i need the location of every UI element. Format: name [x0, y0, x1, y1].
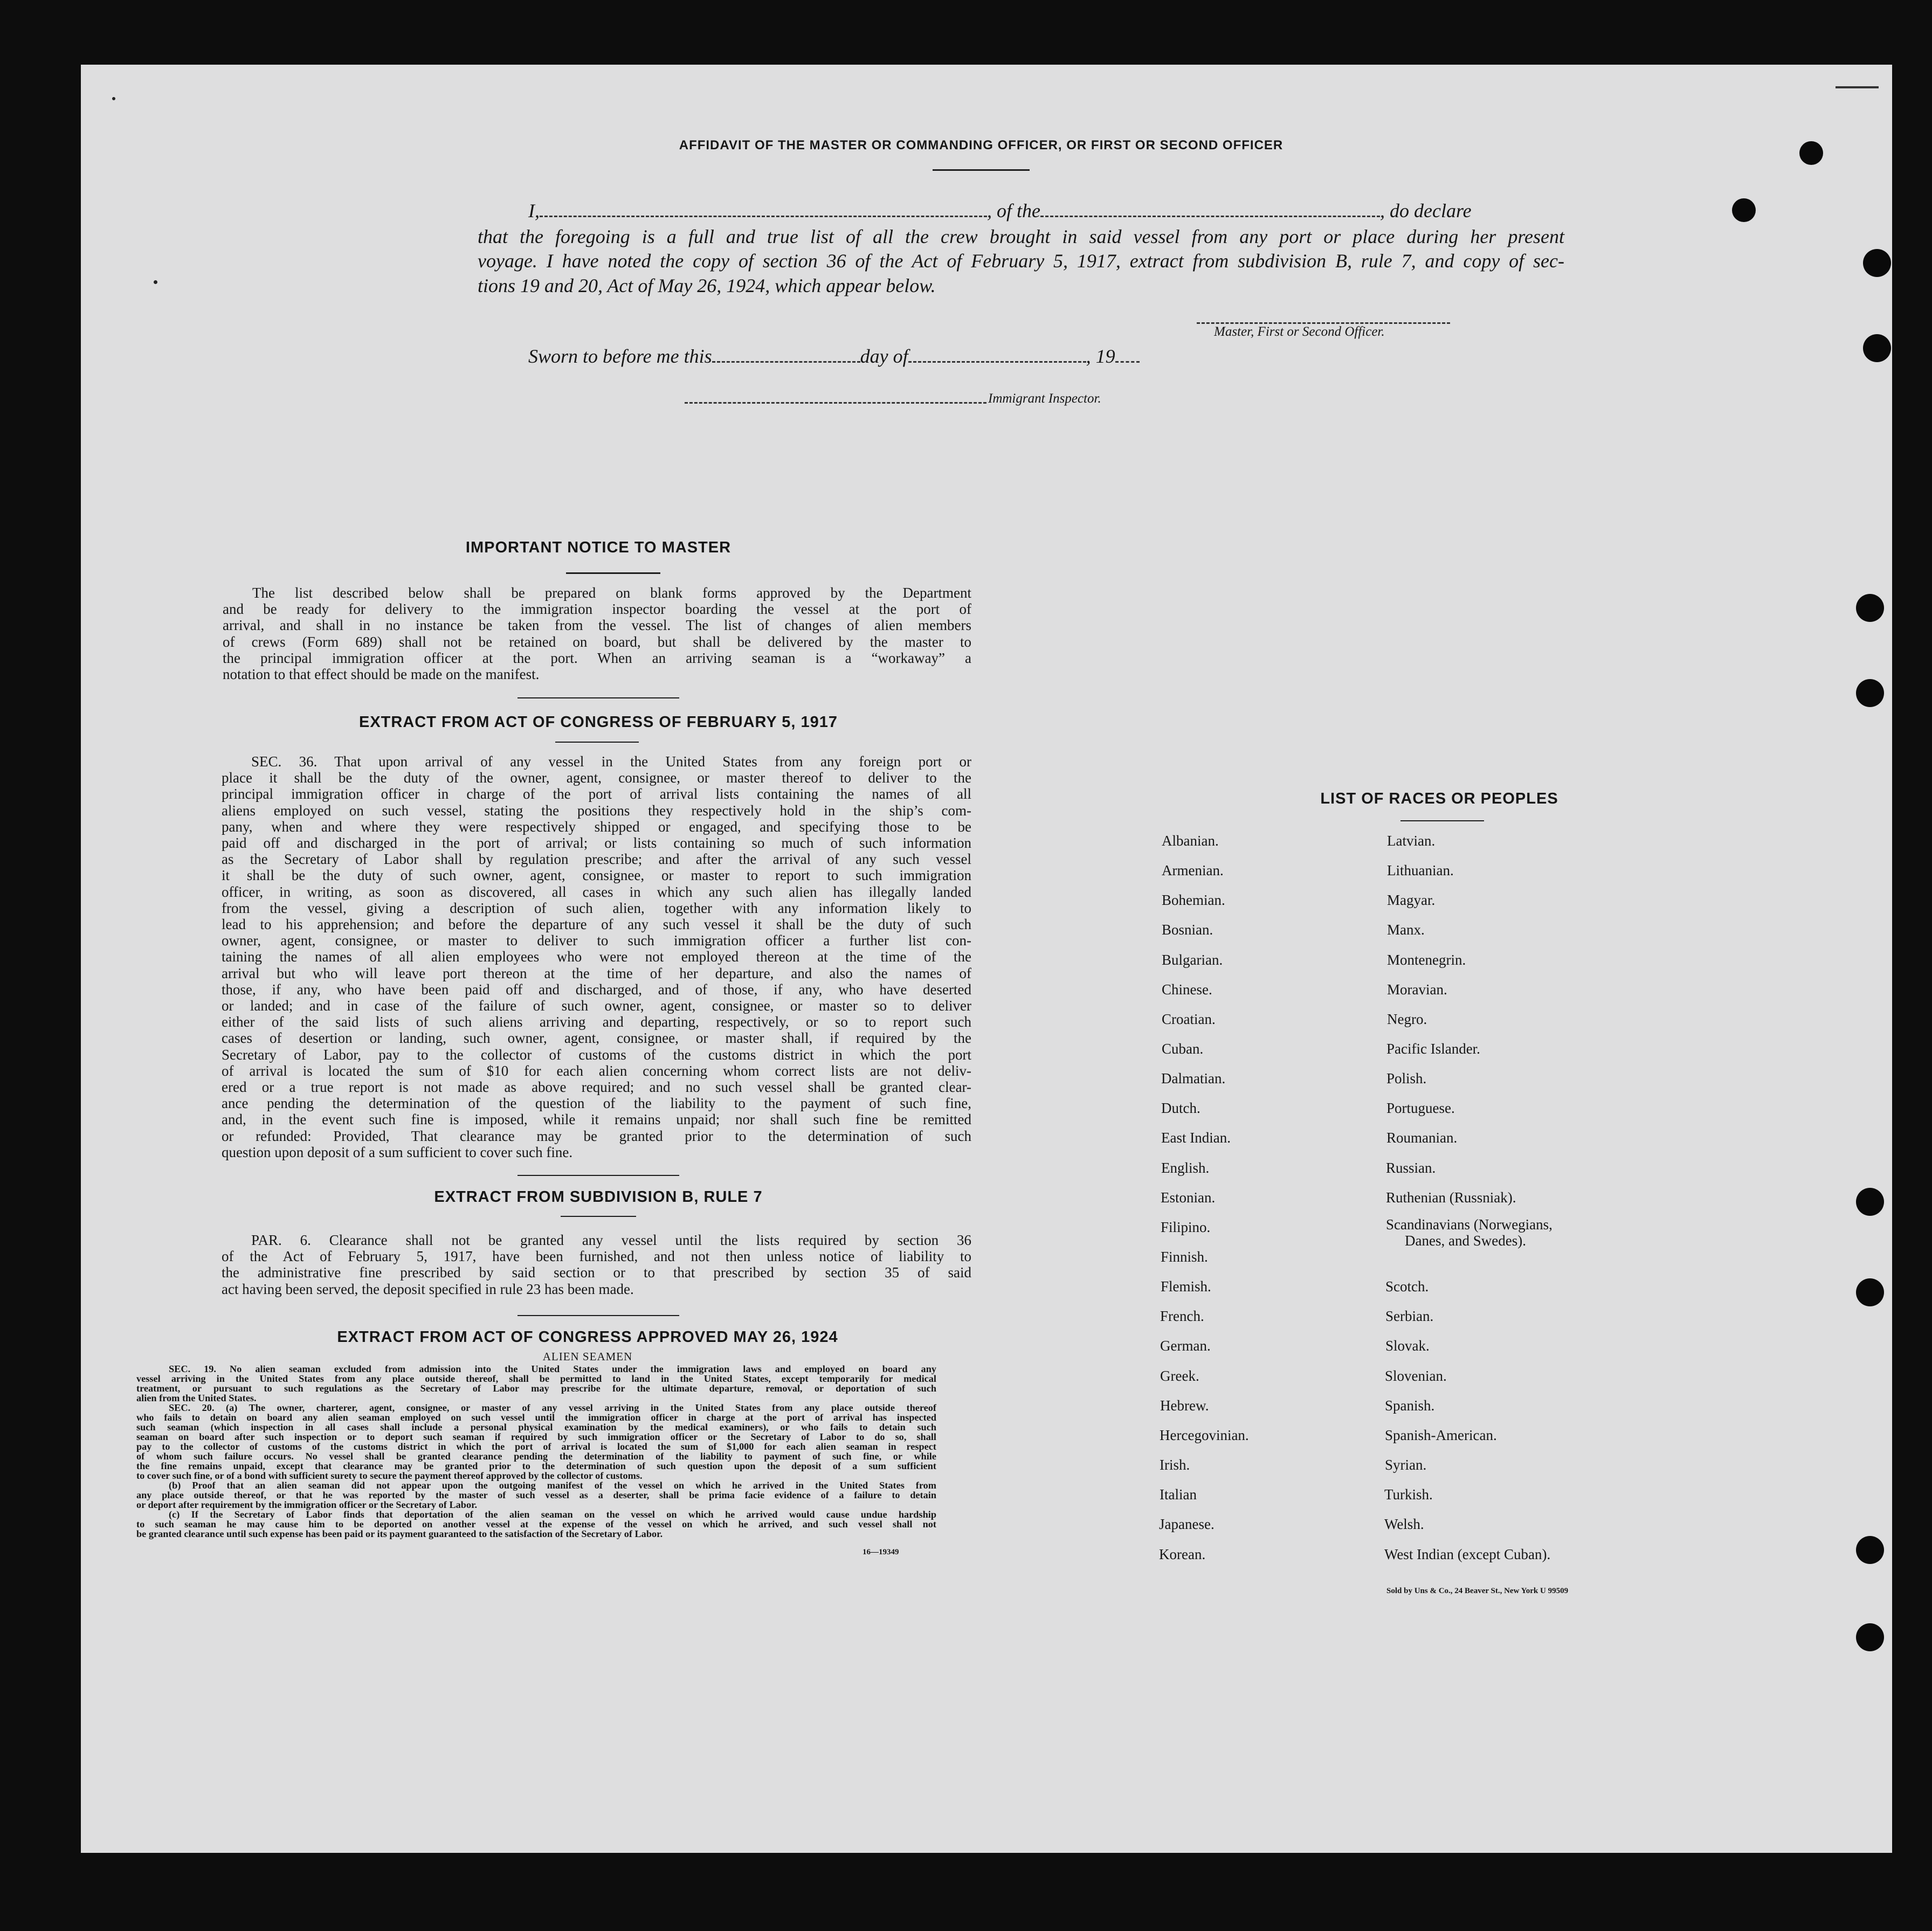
section-divider	[518, 697, 679, 698]
extract-1924-line: (c) If the Secretary of Labor finds that deportation of the alien seaman on the vessel on which he arrived would cause undue hardship	[169, 1509, 936, 1520]
sworn-day-label: day of	[860, 345, 908, 367]
race-item: Magyar.	[1387, 892, 1436, 908]
race-item: Dalmatian.	[1161, 1070, 1226, 1086]
race-item: French.	[1160, 1308, 1204, 1324]
punch-hole	[1732, 198, 1756, 222]
races-title-rule	[1400, 820, 1484, 821]
race-item: Bulgarian.	[1162, 952, 1223, 968]
race-item: Armenian.	[1162, 862, 1224, 878]
punch-hole	[1863, 334, 1891, 362]
notice-line: and be ready for delivery to the immigration inspector boarding the vessel at the port of	[223, 601, 971, 618]
extract-1917-line: officer, in writing, as soon as discovered, all cases in which any such alien has illegally landed	[222, 883, 971, 900]
race-item-continuation: Danes, and Swedes).	[1405, 1233, 1526, 1249]
race-item: Negro.	[1387, 1011, 1427, 1027]
master-signature-blank[interactable]	[1197, 322, 1450, 324]
extract-1917-line: and, in the event such fine is imposed, while it remains unpaid; nor shall such fine be remitted	[222, 1111, 971, 1128]
extract-1917-line: paid off and discharged in the port of arrival; or lists containing so much of such information	[222, 835, 971, 852]
extract-1924-line: (b) Proof that an alien seaman did not appear upon the outgoing manifest of the vessel on which he arrived in the United States from	[169, 1480, 936, 1491]
extract-1924-line: or deport after requirement by the immigration officer or the Secretary of Labor.	[136, 1499, 478, 1510]
race-item: Bohemian.	[1162, 892, 1225, 908]
extract-1924-line: pay to the collector of customs of the customs district in which the port of arrival is located the sum of $1,000 for each alien seaman in respect	[136, 1441, 936, 1452]
sworn-prefix: Sworn to before me this	[528, 345, 712, 367]
race-item: Syrian.	[1385, 1457, 1427, 1473]
printer-imprint: Sold by Uns & Co., 24 Beaver St., New York U 99509	[1386, 1587, 1569, 1595]
race-item: Flemish.	[1161, 1278, 1211, 1295]
race-item: Scandinavians (Norwegians,	[1386, 1216, 1552, 1233]
declarant-name-blank[interactable]	[540, 215, 987, 217]
extract-1917-line: arrival but who will leave port thereon at the time of her departure, and also the names of	[222, 965, 971, 981]
affidavit-title: AFFIDAVIT OF THE MASTER OR COMMANDING OFFICER, OR FIRST OR SECOND OFFICER	[679, 138, 1284, 153]
extract-1924-line: to cover such fine, or of a bond with sufficient surety to secure the payment thereof approved by the collector of customs.	[136, 1470, 643, 1481]
declare-end: , do declare	[1379, 200, 1472, 222]
extract-rule7-text	[222, 1232, 971, 1297]
race-item: Manx.	[1387, 922, 1425, 938]
race-item: German.	[1160, 1338, 1211, 1354]
race-item: Estonian.	[1161, 1189, 1216, 1206]
sworn-year-label: , 19	[1086, 345, 1115, 367]
race-item: Serbian.	[1385, 1308, 1434, 1324]
race-item: Chinese.	[1162, 981, 1212, 998]
race-item: Spanish-American.	[1385, 1427, 1497, 1443]
extract-1917-line: lead to his apprehension; and before the departure of any such vessel it shall be the duty of such	[222, 916, 971, 933]
race-item: Korean.	[1159, 1546, 1206, 1562]
notice-line: arrival, and shall in no instance be taken from the vessel. The list of changes of alien members	[223, 617, 971, 634]
punch-hole	[1856, 1278, 1884, 1306]
extract-1924-line: vessel arriving in the United States from any place outside thereof, shall be permitted to land in the United States, except temporarily for medical	[136, 1373, 936, 1384]
sworn-year-blank[interactable]	[1115, 361, 1140, 363]
race-item: Spanish.	[1385, 1397, 1435, 1414]
notice-line: the principal immigration officer at the port. When an arriving seaman is a “workaway” a	[223, 649, 971, 666]
race-item: Portuguese.	[1386, 1100, 1455, 1116]
race-item: Scotch.	[1385, 1278, 1429, 1295]
extract-1917-line: ered or a true report is not made as above required; and no such vessel shall be granted clear-	[222, 1079, 971, 1096]
extract-1924-line: SEC. 20. (a) The owner, charterer, agent, consignee, or master of any vessel arriving in the United States from any place outside thereof	[169, 1402, 936, 1413]
extract-1917-line: aliens employed on such vessel, stating the positions they respectively hold in the ship’s com-	[222, 802, 971, 819]
race-item: Welsh.	[1384, 1516, 1424, 1532]
master-signature-label: Master, First or Second Officer.	[1214, 324, 1385, 339]
race-item: Lithuanian.	[1387, 862, 1454, 878]
race-item: Finnish.	[1161, 1249, 1208, 1265]
form-code: 16—19349	[862, 1548, 899, 1556]
race-item: Roumanian.	[1386, 1130, 1458, 1146]
extract-1917-line: cases of desertion or landing, such owner, agent, consignee, or master shall, if required by the	[222, 1030, 971, 1047]
race-item: Filipino.	[1161, 1219, 1211, 1235]
extract-1924-line: the fine remains unpaid, except that clearance may be granted prior to the determination of such question upon the deposit of a sum sufficient	[136, 1461, 936, 1471]
extract-1917-line: Secretary of Labor, pay to the collector of customs of the customs district in which the port	[222, 1046, 971, 1063]
sworn-day-blank[interactable]	[712, 361, 860, 363]
extract-1917-line: from the vessel, giving a description of such alien, together with any information likely to	[222, 899, 971, 916]
declare-i: I,	[528, 200, 540, 222]
scan-speck	[1836, 86, 1879, 88]
extract-1924-line: of whom such failure occurs. No vessel shall be granted clearance pending the determination of the liability to payment of such fine, or while	[136, 1451, 936, 1462]
race-item: West Indian (except Cuban).	[1384, 1546, 1551, 1562]
race-item: Cuban.	[1162, 1041, 1204, 1057]
race-item: Croatian.	[1162, 1011, 1216, 1027]
notice-text	[223, 585, 971, 682]
inspector-label: Immigrant Inspector.	[988, 391, 1101, 406]
extract-1924-line: to such seaman he may cause him to be deported on another vessel at the expense of the vessel on which he arrived, and such vessel shall not	[136, 1519, 936, 1529]
race-item: Pacific Islander.	[1386, 1041, 1480, 1057]
extract-1924-line: any place outside thereof, or that he was reported by the master of such vessel as a deserter, shall be prima facie evidence of a failure to detain	[136, 1490, 936, 1500]
extract-rule7-line: act having been served, the deposit specified in rule 23 has been made.	[222, 1281, 634, 1297]
extract-1924-line: SEC. 19. No alien seaman excluded from admission into the United States under the immigration laws and employed on board any	[169, 1364, 936, 1374]
punch-hole	[1863, 249, 1891, 277]
extract-1924-line: be granted clearance until such expense has been paid or its payment guaranteed to the satisfaction of the Secretary of Labor.	[136, 1528, 663, 1539]
extract-1917-line: either of the said lists of such aliens arriving and departing, respectively, or so to report such	[222, 1014, 971, 1030]
extract-1917-title-rule	[555, 742, 639, 743]
extract-rule7-title-rule	[561, 1216, 636, 1217]
declaration-text-3: tions 19 and 20, Act of May 26, 1924, which appear below.	[478, 275, 936, 296]
punch-hole	[1856, 679, 1884, 707]
race-item: Dutch.	[1161, 1100, 1200, 1116]
extract-rule7-line: PAR. 6. Clearance shall not be granted any vessel until the lists required by section 36	[251, 1232, 971, 1248]
extract-1917-line: it shall be the duty of such owner, agent, consignee, or master to report to such immigration	[222, 867, 971, 884]
extract-1917-line: as the Secretary of Labor shall by regulation prescribe; and after the arrival of any such vessel	[222, 851, 971, 868]
extract-1924-line: treatment, or pursuant to such regulations as the Secretary of Labor may prescribe for the ultimate departure, removal, or deportation of such	[136, 1383, 936, 1394]
extract-1917-title: EXTRACT FROM ACT OF CONGRESS OF FEBRUARY 5, 1917	[358, 714, 838, 731]
extract-rule7-line: the administrative fine prescribed by said section or to that prescribed by section 35 of said	[222, 1264, 971, 1281]
extract-rule7-title: EXTRACT FROM SUBDIVISION B, RULE 7	[434, 1188, 763, 1206]
extract-1917-line: those, if any, who have been paid off and discharged, and of those, if any, who have deserted	[222, 981, 971, 998]
race-item: Polish.	[1386, 1070, 1427, 1086]
race-item: Latvian.	[1387, 833, 1436, 849]
extract-1917-line: ance pending the determination of the question of the liability to the payment of such fine,	[222, 1095, 971, 1112]
race-item: Irish.	[1160, 1457, 1190, 1473]
notice-title-rule	[566, 572, 660, 574]
scan-speck	[112, 97, 115, 100]
extract-1917-line: place it shall be the duty of the owner, agent, consignee, or master thereof to deliver to the	[222, 770, 971, 786]
declaration-text-2: voyage. I have noted the copy of section 36 of the Act of February 5, 1917, extract from subdivision B, rule 7, and copy of sec-	[478, 250, 1564, 272]
sworn-line	[528, 345, 1140, 368]
punch-hole	[1856, 1623, 1884, 1651]
extract-1917-line: principal immigration officer in charge of the port of arrival lists containing the names of all	[222, 786, 971, 802]
punch-hole	[1799, 141, 1823, 165]
extract-1917-line: pany, when and where they were respectively shipped or engaged, and specifying those to be	[222, 818, 971, 835]
races-title: LIST OF RACES OR PEOPLES	[1320, 790, 1558, 807]
punch-hole	[1856, 1536, 1884, 1564]
notice-title: IMPORTANT NOTICE TO MASTER	[465, 539, 732, 556]
extract-1917-line: or landed; and in case of the failure of such owner, agent, consignee, or master so to deliver	[222, 998, 971, 1014]
declare-of-the: , of the	[987, 200, 1040, 222]
race-item: Montenegrin.	[1387, 952, 1466, 968]
extract-1924-text	[136, 1364, 936, 1539]
vessel-name-blank[interactable]	[1040, 215, 1380, 217]
extract-1917-line: of arrival is located the sum of $10 for each alien concerning whom correct lists are not deliv-	[222, 1062, 971, 1079]
sworn-month-blank[interactable]	[908, 361, 1086, 363]
notice-line: notation to that effect should be made on the manifest.	[223, 666, 540, 683]
extract-1924-line: such seaman (which inspection in all cases shall include a personal physical examination by the medical examiners), or who fails to detain such	[136, 1422, 936, 1432]
race-item: Bosnian.	[1162, 922, 1213, 938]
punch-hole	[1856, 594, 1884, 622]
extract-1924-subtitle: ALIEN SEAMEN	[542, 1350, 633, 1363]
section-divider	[518, 1175, 679, 1176]
extract-1917-line: owner, agent, consignee, or master to deliver to such immigration officer a further list con-	[222, 932, 971, 949]
race-item: Hebrew.	[1160, 1397, 1209, 1414]
race-item: Turkish.	[1384, 1486, 1433, 1503]
race-item: Moravian.	[1387, 981, 1447, 998]
race-item: Ruthenian (Russniak).	[1386, 1189, 1516, 1206]
race-item: Italian	[1160, 1486, 1197, 1503]
race-item: Russian.	[1386, 1160, 1436, 1176]
race-item: East Indian.	[1161, 1130, 1231, 1146]
declaration-text-1: that the foregoing is a full and true list of all the crew brought in said vessel from any port or place during her present	[478, 226, 1564, 247]
extract-1924-title: EXTRACT FROM ACT OF CONGRESS APPROVED MAY 26, 1924	[337, 1328, 838, 1346]
race-item: Albanian.	[1162, 833, 1219, 849]
section-divider	[518, 1315, 679, 1316]
race-item: Greek.	[1160, 1368, 1199, 1384]
extract-1917-text	[222, 753, 971, 1160]
punch-hole	[1856, 1188, 1884, 1216]
extract-1924-line: who fails to detain on board any alien seaman employed on such vessel until the immigration officer in charge at the port of arrival has inspected	[136, 1412, 936, 1423]
extract-1917-line: or refunded: Provided, That clearance may be granted prior to the determination of such	[222, 1127, 971, 1144]
race-item: Japanese.	[1159, 1516, 1215, 1532]
race-item: English.	[1161, 1160, 1210, 1176]
extract-rule7-line: of the Act of February 5, 1917, have been furnished, and not then unless notice of liability to	[222, 1248, 971, 1265]
race-item: Slovenian.	[1385, 1368, 1447, 1384]
extract-1924-line: seaman on board after such inspection or to deport such seaman if required by such immigration officer or the Secretary of Labor to do so, shall	[136, 1431, 936, 1442]
extract-1917-line: question upon deposit of a sum sufficient to cover such fine.	[222, 1144, 573, 1160]
extract-1917-line: SEC. 36. That upon arrival of any vessel in the United States from any foreign port or	[251, 753, 971, 770]
declaration-line	[528, 199, 1564, 222]
affidavit-title-rule	[933, 169, 1030, 171]
notice-line: The list described below shall be prepared on blank forms approved by the Department	[252, 585, 971, 601]
race-item: Slovak.	[1385, 1338, 1430, 1354]
document-page	[81, 65, 1892, 1853]
inspector-signature-blank[interactable]	[685, 402, 986, 404]
extract-1917-line: taining the names of all alien employees who were not employed thereon at the time of the	[222, 949, 971, 965]
notice-line: of crews (Form 689) shall not be retained on board, but shall be delivered by the master to	[223, 633, 971, 650]
extract-1924-line: alien from the United States.	[136, 1393, 257, 1403]
scan-speck	[154, 280, 157, 284]
race-item: Hercegovinian.	[1160, 1427, 1249, 1443]
